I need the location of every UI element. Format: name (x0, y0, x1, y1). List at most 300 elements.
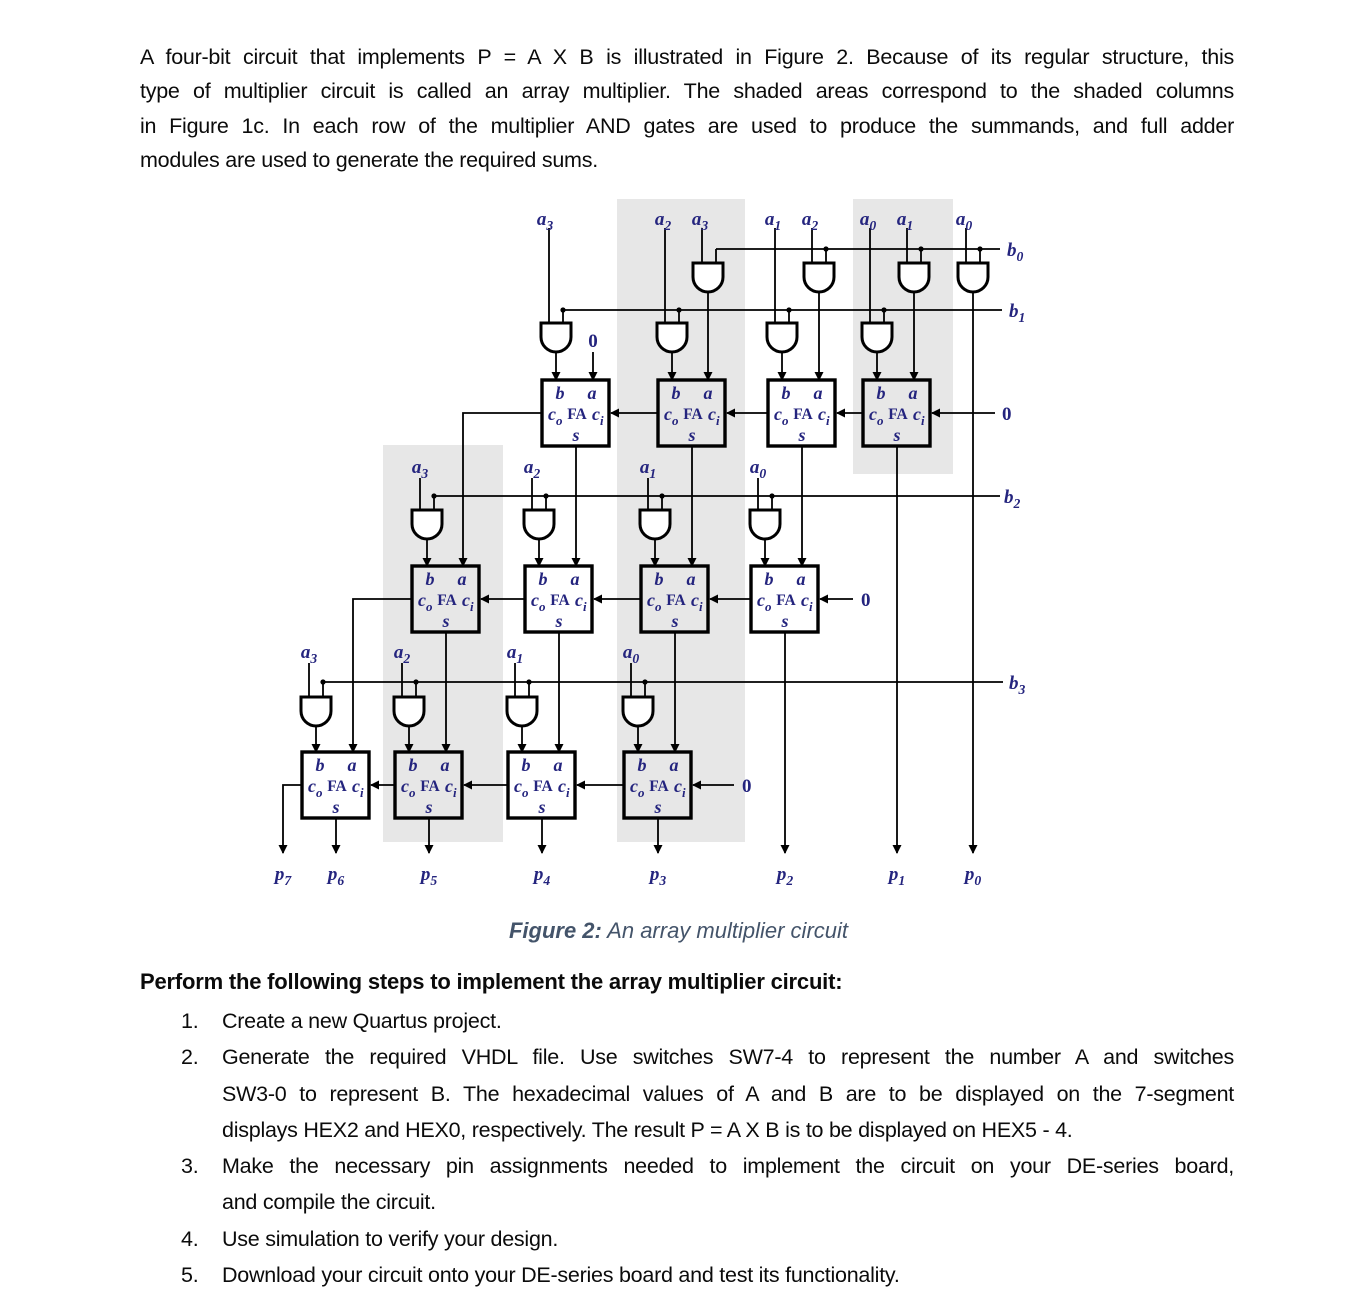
label-subscript: o (316, 785, 323, 800)
label-base: FA (793, 406, 813, 423)
product-output-label (419, 864, 438, 888)
label-subscript: 7 (284, 873, 292, 888)
label-subscript: 1 (898, 873, 906, 888)
label-base: p (327, 864, 338, 885)
and-gate-icon (412, 510, 442, 539)
label-base: c (691, 590, 699, 610)
product-output-label (326, 864, 345, 888)
label-base: a (411, 457, 422, 478)
input-b-label (1007, 240, 1024, 264)
label-base: s (425, 797, 433, 817)
label-subscript: 6 (337, 873, 345, 888)
label-subscript: o (638, 785, 645, 800)
step-item (140, 1003, 1234, 1039)
label-subscript: 0 (869, 218, 877, 233)
junction-dot (977, 246, 982, 251)
label-base: b (781, 383, 791, 403)
fa-a-input-label (687, 569, 696, 589)
step-body (222, 1221, 1234, 1257)
label-base: FA (888, 406, 908, 423)
fa-name-label (683, 406, 703, 423)
label-base: s (572, 425, 580, 445)
step-body (222, 1148, 1234, 1221)
fa-sum-label (687, 425, 695, 445)
step-number: 2. (181, 1045, 199, 1070)
label-base: c (674, 776, 682, 796)
label-base: c (531, 590, 539, 610)
step-line: Use simulation to verify your design. (222, 1226, 559, 1251)
fa-b-input-label (782, 383, 791, 403)
label-base: b (671, 383, 681, 403)
fa-carry-in-label (352, 776, 364, 800)
fa-b-input-label (765, 569, 774, 589)
fa-b-input-label (638, 755, 647, 775)
label-subscript: 3 (659, 873, 667, 888)
label-base: s (688, 425, 696, 445)
fa-carry-out-label (757, 590, 772, 614)
label-base: p (964, 864, 975, 885)
label-base: a (955, 209, 966, 230)
label-subscript: o (522, 785, 529, 800)
constant-zero-label (742, 776, 752, 797)
fa-name-label (649, 778, 669, 795)
label-base: a (896, 209, 907, 230)
label-base: b (408, 755, 418, 775)
fa-name-label (327, 778, 347, 795)
label-base: FA (649, 778, 669, 795)
intro-line: in Figure 1c. In each row of the multiplier AND gates are used to produce the summands, and full adder (140, 113, 1234, 138)
fa-carry-in-label (575, 590, 587, 614)
label-base: c (869, 404, 877, 424)
label-base: c (445, 776, 453, 796)
label-base: FA (420, 778, 440, 795)
product-output-label (532, 864, 551, 888)
fa-a-input-label (458, 569, 467, 589)
label-subscript: 0 (1016, 249, 1024, 264)
input-a-label (507, 642, 523, 666)
fa-sum-label (892, 425, 900, 445)
constant-zero-label (588, 331, 598, 352)
label-base: a (347, 755, 357, 775)
label-subscript: o (539, 599, 546, 614)
label-subscript: 2 (811, 218, 819, 233)
intro-line: A four-bit circuit that implements P = A X B is illustrated in Figure 2. Because of its regular structure, this (140, 45, 1234, 69)
label-subscript: 1 (649, 466, 657, 481)
label-base: a (570, 569, 580, 589)
step-line: Download your circuit onto your DE-series board and test its functionality. (222, 1263, 900, 1288)
and-gate-icon (524, 510, 554, 539)
input-a-label (956, 209, 973, 233)
fa-a-input-label (554, 755, 563, 775)
label-base: c (308, 776, 316, 796)
label-base: a (686, 569, 696, 589)
step-line: SW3-0 to represent B. The hexadecimal values of A and B are to be displayed on the 7-segment (222, 1081, 1234, 1106)
label-subscript: 1 (906, 218, 914, 233)
label-base: FA (437, 592, 457, 609)
label-base: p (274, 864, 285, 885)
label-base: FA (567, 406, 587, 423)
fa-name-label (666, 592, 686, 609)
label-subscript: 0 (974, 873, 982, 888)
label-subscript: i (809, 599, 813, 614)
label-base: c (352, 776, 360, 796)
label-base: a (859, 209, 870, 230)
label-base: a (622, 642, 633, 663)
junction-dot (823, 246, 828, 251)
label-subscript: 1 (774, 218, 782, 233)
fa-name-label (533, 778, 553, 795)
junction-dot (543, 493, 548, 498)
input-a-label (524, 457, 541, 481)
label-base: c (757, 590, 765, 610)
product-output-label (273, 864, 293, 888)
fa-carry-out-label (548, 404, 563, 428)
label-subscript: 5 (430, 873, 438, 888)
step-item (140, 1221, 1234, 1257)
label-base: b (1004, 487, 1014, 508)
label-subscript: 2 (786, 873, 794, 888)
label-base: a (457, 569, 467, 589)
product-output-label (963, 864, 982, 888)
fa-b-input-label (316, 755, 325, 775)
steps-heading: Perform the following steps to implement the array multiplier circuit: (140, 969, 843, 994)
label-base: s (781, 611, 789, 631)
label-base: a (669, 755, 679, 775)
label-subscript: i (360, 785, 364, 800)
label-base: FA (533, 778, 553, 795)
label-base: p (776, 864, 787, 885)
carry-route-wire (283, 785, 302, 853)
step-number: 4. (181, 1226, 199, 1251)
fa-a-input-label (797, 569, 806, 589)
label-base: c (630, 776, 638, 796)
and-gate-icon (541, 323, 571, 352)
label-base: c (462, 590, 470, 610)
label-subscript: 2 (664, 218, 672, 233)
input-a-label (537, 209, 554, 233)
label-base: c (913, 404, 921, 424)
label-subscript: 3 (310, 651, 318, 666)
label-subscript: i (682, 785, 686, 800)
label-base: 0 (861, 590, 871, 611)
constant-zero-label (861, 590, 871, 611)
fa-b-input-label (539, 569, 548, 589)
label-subscript: 3 (546, 218, 554, 233)
label-subscript: i (826, 413, 830, 428)
label-subscript: 2 (1013, 496, 1021, 511)
label-base: p (888, 864, 899, 885)
label-subscript: o (655, 599, 662, 614)
label-subscript: o (877, 413, 884, 428)
label-subscript: 3 (1018, 682, 1026, 697)
fa-carry-out-label (774, 404, 789, 428)
junction-dot (769, 493, 774, 498)
label-base: a (639, 457, 650, 478)
label-subscript: 0 (965, 218, 973, 233)
step-body (222, 1003, 1234, 1039)
label-base: b (425, 569, 435, 589)
junction-dot (881, 307, 886, 312)
and-gate-icon (507, 697, 537, 726)
product-output-label (775, 864, 794, 888)
label-base: a (654, 209, 665, 230)
label-subscript: o (556, 413, 563, 428)
junction-dot (786, 307, 791, 312)
label-base: p (649, 864, 660, 885)
fa-name-label (776, 592, 796, 609)
label-base: s (555, 611, 563, 631)
and-gate-icon (657, 323, 687, 352)
input-b-label (1009, 673, 1026, 697)
label-base: FA (776, 592, 796, 609)
label-base: b (538, 569, 548, 589)
label-base: b (1007, 240, 1017, 261)
fa-name-label (793, 406, 813, 423)
fa-sum-label (424, 797, 432, 817)
label-base: s (671, 611, 679, 631)
label-subscript: o (426, 599, 433, 614)
label-base: a (506, 642, 517, 663)
step-item (140, 1039, 1234, 1148)
junction-dot (659, 493, 664, 498)
label-base: c (575, 590, 583, 610)
label-base: b (637, 755, 647, 775)
fa-b-input-label (426, 569, 435, 589)
label-base: FA (550, 592, 570, 609)
fa-a-input-label (588, 383, 597, 403)
and-gate-icon (804, 263, 834, 292)
step-body (222, 1039, 1234, 1148)
label-subscript: i (921, 413, 925, 428)
label-base: a (553, 755, 563, 775)
label-base: c (801, 590, 809, 610)
fa-a-input-label (814, 383, 823, 403)
fa-a-input-label (909, 383, 918, 403)
label-subscript: i (453, 785, 457, 800)
and-gate-icon (767, 323, 797, 352)
label-base: a (703, 383, 713, 403)
label-base: c (548, 404, 556, 424)
fa-b-input-label (556, 383, 565, 403)
label-base: FA (666, 592, 686, 609)
step-number: 3. (181, 1154, 199, 1179)
junction-dot (918, 246, 923, 251)
step-number: 1. (181, 1009, 199, 1033)
input-a-label (765, 209, 781, 233)
label-base: s (538, 797, 546, 817)
label-base: a (440, 755, 450, 775)
label-base: b (1009, 673, 1019, 694)
label-base: 0 (1002, 404, 1012, 425)
fa-sum-label (780, 611, 788, 631)
product-output-label (887, 864, 905, 888)
input-a-label (750, 457, 767, 481)
step-item (140, 1148, 1234, 1221)
step-line: Create a new Quartus project. (222, 1009, 502, 1033)
label-base: a (908, 383, 918, 403)
label-base: c (818, 404, 826, 424)
junction-dot (320, 679, 325, 684)
and-gate-icon (750, 510, 780, 539)
input-b-label (1009, 301, 1025, 325)
input-a-label (301, 642, 318, 666)
fa-a-input-label (571, 569, 580, 589)
junction-dot (526, 679, 531, 684)
label-base: c (401, 776, 409, 796)
label-subscript: 2 (403, 651, 411, 666)
label-subscript: 0 (632, 651, 640, 666)
label-subscript: i (600, 413, 604, 428)
label-subscript: i (716, 413, 720, 428)
label-base: a (749, 457, 760, 478)
fa-name-label (888, 406, 908, 423)
label-subscript: 2 (533, 466, 541, 481)
label-base: b (521, 755, 531, 775)
intro-line: type of multiplier circuit is called an array multiplier. The shaded areas correspond to the shaded columns (140, 79, 1234, 104)
fa-sum-label (331, 797, 339, 817)
and-gate-icon (623, 697, 653, 726)
label-subscript: o (765, 599, 772, 614)
label-base: a (393, 642, 404, 663)
label-base: c (592, 404, 600, 424)
input-b-label (1004, 487, 1021, 511)
fa-name-label (420, 778, 440, 795)
step-body (222, 1257, 1234, 1293)
label-subscript: i (583, 599, 587, 614)
intro-line: modules are used to generate the required sums. (140, 148, 598, 173)
fa-name-label (550, 592, 570, 609)
caption-figure-label: Figure 2: (508, 918, 602, 943)
junction-dot (560, 307, 565, 312)
label-base: b (654, 569, 664, 589)
label-base: s (654, 797, 662, 817)
label-subscript: 1 (516, 651, 524, 666)
and-gate-icon (394, 697, 424, 726)
label-base: c (774, 404, 782, 424)
fa-b-input-label (877, 383, 886, 403)
fa-b-input-label (672, 383, 681, 403)
fa-a-input-label (348, 755, 357, 775)
constant-zero-label (1002, 404, 1012, 425)
caption-text: An array multiplier circuit (601, 918, 849, 943)
label-subscript: o (409, 785, 416, 800)
label-base: c (418, 590, 426, 610)
junction-dot (431, 493, 436, 498)
label-subscript: o (672, 413, 679, 428)
step-line: Make the necessary pin assignments needed to implement the circuit on your DE-series board, (222, 1154, 1234, 1179)
step-number: 5. (181, 1263, 199, 1288)
label-base: a (691, 209, 702, 230)
fa-sum-label (797, 425, 805, 445)
step-item (140, 1257, 1234, 1293)
label-base: a (300, 642, 311, 663)
label-base: FA (327, 778, 347, 795)
label-base: s (442, 611, 450, 631)
label-base: c (647, 590, 655, 610)
label-base: p (533, 864, 544, 885)
label-subscript: 1 (1018, 310, 1026, 325)
fa-carry-out-label (531, 590, 546, 614)
label-subscript: 3 (421, 466, 429, 481)
label-base: b (876, 383, 886, 403)
fa-b-input-label (522, 755, 531, 775)
label-base: a (523, 457, 534, 478)
shaded-column (617, 199, 745, 842)
label-base: 0 (742, 776, 752, 797)
junction-dot (642, 679, 647, 684)
junction-dot (676, 307, 681, 312)
fa-carry-in-label (592, 404, 604, 428)
step-line: displays HEX2 and HEX0, respectively. The result P = A X B is to be displayed on HEX5 - 4. (222, 1117, 1073, 1142)
input-a-label (802, 209, 819, 233)
fa-sum-label (670, 611, 678, 631)
label-subscript: 0 (759, 466, 767, 481)
fa-b-input-label (655, 569, 664, 589)
and-gate-icon (693, 263, 723, 292)
label-base: a (796, 569, 806, 589)
label-base: 0 (588, 331, 598, 352)
fa-sum-label (653, 797, 661, 817)
label-base: p (420, 864, 431, 885)
label-subscript: i (566, 785, 570, 800)
steps-list (140, 1003, 1234, 1293)
label-base: b (1009, 301, 1019, 322)
and-gate-icon (958, 263, 988, 292)
fa-a-input-label (441, 755, 450, 775)
fa-b-input-label (409, 755, 418, 775)
junction-dot (413, 679, 418, 684)
step-line: and compile the circuit. (222, 1190, 436, 1215)
fa-carry-out-label (514, 776, 529, 800)
fa-name-label (437, 592, 457, 609)
label-subscript: i (470, 599, 474, 614)
step-line: Generate the required VHDL file. Use switches SW7-4 to represent the number A and switches (222, 1045, 1234, 1070)
label-base: c (514, 776, 522, 796)
label-base: s (893, 425, 901, 445)
label-base: s (332, 797, 340, 817)
label-subscript: 3 (701, 218, 709, 233)
label-base: b (555, 383, 565, 403)
label-base: a (801, 209, 812, 230)
fa-carry-in-label (818, 404, 830, 428)
label-subscript: i (699, 599, 703, 614)
fa-sum-label (554, 611, 562, 631)
label-base: c (558, 776, 566, 796)
fa-name-label (567, 406, 587, 423)
label-base: b (764, 569, 774, 589)
fa-sum-label (571, 425, 579, 445)
label-base: b (315, 755, 325, 775)
label-base: c (708, 404, 716, 424)
label-subscript: o (782, 413, 789, 428)
label-base: a (813, 383, 823, 403)
label-base: FA (683, 406, 703, 423)
label-base: a (587, 383, 597, 403)
product-output-label (648, 864, 667, 888)
and-gate-icon (301, 697, 331, 726)
figure-caption (140, 918, 1217, 944)
and-gate-icon (862, 323, 892, 352)
label-base: c (664, 404, 672, 424)
label-subscript: 4 (543, 873, 551, 888)
fa-sum-label (537, 797, 545, 817)
fa-carry-out-label (308, 776, 323, 800)
fa-sum-label (441, 611, 449, 631)
label-base: s (798, 425, 806, 445)
label-base: a (536, 209, 547, 230)
and-gate-icon (899, 263, 929, 292)
fa-carry-in-label (558, 776, 570, 800)
